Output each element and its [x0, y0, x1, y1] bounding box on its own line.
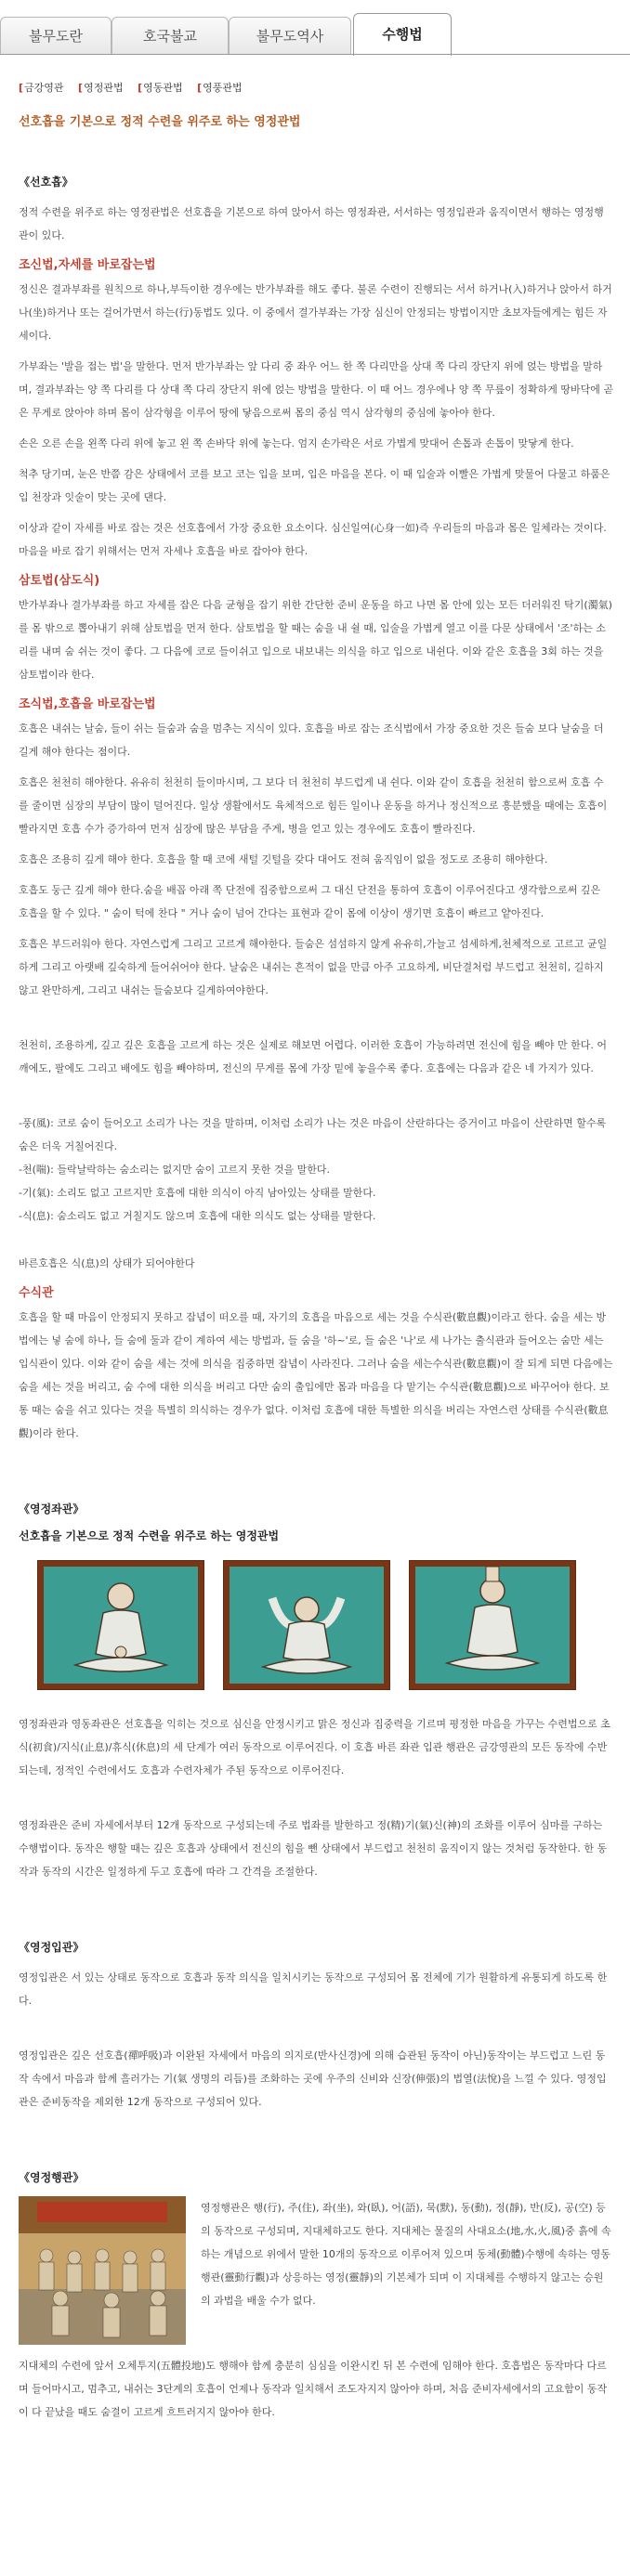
meditation-illustration-2 — [223, 1560, 390, 1690]
list-item: -식(息): 숨소리도 없고 거칠지도 않으며 호흡에 대한 의식도 없는 상태를 말한다. — [19, 1210, 376, 1222]
paragraph: 호흡도 둥근 깊게 해야 한다.숨을 배꼽 아래 쪽 단전에 집중함으로써 그 대신 단전을 통하여 호흡이 이루어진다고 생각함으로써 깊은 호흡을 할 수 있다. " 숨이 턱에 찬다 " 거나 숨이 넘어 간다는 표현과 같이 몸에 이상이 생기면 호흡이 빠르고 얕아진다. — [19, 884, 601, 919]
list-item: -풍(風): 코로 숨이 들어오고 소리가 나는 것을 말하며, 이처럼 소리가 나는 것은 마음이 산란하다는 증거이고 마음이 산란하면 할수록 숨은 더욱 거칠어진다. — [19, 1117, 607, 1152]
paragraph: 가부좌는 '발을 접는 법'을 말한다. 먼저 반가부좌는 앞 다리 중 좌우 어느 한 쪽 다리만을 상대 쪽 다리 장단지 위에 얹는 방법을 말하며, 결과부좌는 양 쪽 다리를 다 상대 쪽 다리 장단지 위에 얹는 방법을 말한다. 이 때 어느 경우에나 양 쪽 무릎이 정확하게 땅바닥에 곧은 무게로 앉아야 하며 몸이 삼각형을 이루어 땅에 닿음으로써 몸의 중심 역시 삼각형의 중심에 놓아야 한다. — [19, 360, 613, 419]
sub-nav-item-yeongdong[interactable]: [ 영동관법 — [138, 82, 183, 94]
paragraph: 호흡은 내쉬는 날숨, 들이 쉬는 들숨과 숨을 멈추는 지식이 있다. 호흡을 바로 잡는 조식법에서 가장 중요한 것은 들숨 보다 날숨을 더 길게 해야 한다는 점이다. — [19, 722, 604, 758]
sub-nav-item-yeongjeong[interactable]: [ 영정관법 — [78, 82, 124, 94]
paragraph: 정신은 결과부좌를 원칙으로 하나,부득이한 경우에는 반가부좌를 해도 좋다. 불론 수련이 진행되는 서서 하거나(入)하거나 앉아서 하거나(坐)하거나 또는 걸어가면서 하는(行)동법도 있다. 이 중에서 결가부좌는 가장 심신이 안정되는 방법이지만 초보자들에게는 힘든 자세이다. — [19, 283, 612, 342]
section-heading-seated: 《영정좌관》 — [19, 1503, 85, 1516]
paragraph: 이상과 같이 자세를 바로 잡는 것은 선호흡에서 가장 중요한 요소이다. 심신일여(心身一如)즉 우리들의 마음과 몸은 일체라는 것이다. 마음을 바로 잡기 위해서는 먼저 자세나 호흡을 바로 잡아야 한다. — [19, 522, 607, 557]
sub-nav-item-yeongpung[interactable]: [ 영풍관법 — [197, 82, 243, 94]
main-content — [0, 54, 630, 2424]
walking-practice-block — [19, 2196, 613, 2345]
list-item: -기(氣): 소리도 없고 고르지만 호흡에 대한 의식이 아직 남아있는 상태를 말한다. — [19, 1187, 376, 1199]
paragraph: 정적 수련을 위주로 하는 영정관법은 선호흡을 기본으로 하여 앉아서 하는 영정좌관, 서서하는 영정입관과 움직이면서 행하는 영정행관이 있다. — [19, 206, 604, 241]
sub-nav-item-geumgang[interactable]: [ 금강영관 — [19, 82, 64, 94]
paragraph: 척추 당기며, 눈은 반쯤 감은 상태에서 코를 보고 코는 입을 보며, 입은 마음을 본다. 이 때 입술과 이빨은 가볍게 맞물어 다물고 하품은 입 천장과 잇술이 맞는 곳에 댄다. — [19, 468, 610, 503]
paragraph: 반가부좌나 결가부좌를 하고 자세를 잡은 다음 균형을 잡기 위한 간단한 준비 운동을 하고 나면 몸 안에 있는 모든 더러워진 탁기(濁氣)를 몸 밖으로 뽑아내기 위해 삼토법을 먼저 한다. 삼토법을 할 때는 숨을 내 쉴 때, 입술을 가볍게 열고 이를 다문 상태에서 '조'하는 소리를 내며 숨 쉬는 것이 좋다. 그 다음에 코로 들이쉬고 입으로 내보내는 의식을 하고 입으로 내쉰다. 이와 같은 호흡을 3회 하는 것을 삼토법이라 한다. — [19, 599, 612, 681]
paragraph: 영정입관은 서 있는 상태로 동작으로 호흡과 동작 의식을 일치시키는 동작으로 구성되어 몸 전체에 기가 원활하게 유통되게 하도록 한다. — [19, 1971, 608, 2007]
paragraph: 바른호흡은 식(息)의 상태가 되어야한다 — [19, 1257, 195, 1269]
section-subheading-seated: 선호흡을 기본으로 정적 수련을 위주로 하는 영정관법 — [19, 1529, 280, 1542]
meditation-illustration-1 — [37, 1560, 204, 1690]
section-heading-walking: 《영정행관》 — [19, 2171, 85, 2184]
tab-national-buddhism[interactable]: 호국불교 — [112, 17, 229, 55]
tab-practice-methods[interactable]: 수행법 — [353, 13, 452, 56]
tab-bulmudo-intro[interactable]: 불무도란 — [0, 17, 112, 55]
sub-nav — [19, 80, 613, 95]
meditation-illustration-3 — [409, 1560, 576, 1690]
subheading-breath-control: 조식법,호흡을 바로잡는법 — [19, 697, 156, 711]
tab-bar — [0, 0, 630, 54]
paragraph: 영정입관은 깊은 선호흡(禪呼吸)과 이완된 자세에서 마음의 의지로(반사신경)에 의해 습관된 동작이 아닌)동작이는 부드럽고 느린 동작 속에서 마음과 함께 흘러가는 기(氣 생명의 리듬)를 조화하는 곳에 우주의 신비와 신장(伸張)의 법열(法悅)을 느낄 수 있다. 영정입관은 준비동작을 제외한 12개 동작으로 구성되어 있다. — [19, 2049, 607, 2108]
section-heading-breathing: 《선호흡》 — [19, 176, 73, 189]
paragraph: 영정행관은 행(行), 주(住), 좌(坐), 와(臥), 어(語), 묵(默), 동(動), 정(靜), 반(反), 공(空) 등의 동작으로 구성되며, 지대체하고도 한다. 지대체는 물질의 사대요소(地,水,火,風)중 흙에 속하는 개념으로 위에서 말한 10개의 동작으로 이루어져 있으며 동체(動體)수행에 속하는 영동행관(靈動行觀)과 상응하는 영정(靈靜)의 기본체가 되며 이 지대체를 수행하지 않고는 승원의 과법을 배울 수가 없다. — [201, 2202, 611, 2307]
paragraph: 지대체의 수련에 앞서 오체투지(五體投地)도 행해야 함께 충분히 심심을 이완시킨 뒤 본 수련에 임해야 한다. 호흡법은 동작마다 다르며 들어마시고, 멈추고, 내쉬는 3단계의 호흡이 언제나 동작과 일치해서 조도자지지 않아야 하며, 처음 준비자세에서의 고요함이 동작이 다 끝났을 때도 숨결이 고르게 흐트러지지 않아야 한다. — [19, 2360, 608, 2418]
paragraph: 손은 오른 손을 왼쪽 다리 위에 놓고 왼 쪽 손바닥 위에 놓는다. 엄지 손가락은 서로 가볍게 맞대어 손톱과 손톱이 맞닿게 한다. — [19, 437, 574, 449]
paragraph: 호흡은 부드러워야 한다. 자연스럽게 그리고 고르게 해야한다. 들숨은 섬섬하지 않게 유유히,가늘고 섬세하게,천체적으로 고르고 균일하게 그리고 아랫배 깊숙하게 들어쉬어야 한다. 날숨은 내쉬는 흔적이 없을 만큼 아주 고요하게, 비단결처럼 부드럽고 천천히, 길하지 않고 완만하게, 그리고 내쉬는 들숨보다 길게하여야한다. — [19, 938, 608, 996]
tab-divider — [0, 54, 630, 55]
paragraph: 천천히, 조용하게, 깊고 깊은 호흡을 고르게 하는 것은 실제로 해보면 어렵다. 이러한 호흡이 가능하려면 전신에 힘을 빼야 만 한다. 어깨에도, 팔에도 그리고 배에도 힘을 빼야하며, 전신의 무게를 몸에 가장 밑에 놓을수록 좋다. 호흡에는 다음과 같은 네 가지가 있다. — [19, 1039, 607, 1074]
practice-hall-photo — [19, 2196, 186, 2345]
paragraph: 영정좌관은 준비 자세에서부터 12개 동작으로 구성되는데 주로 법좌를 발한하고 정(精)기(氣)신(神)의 조화를 이루어 심마를 구하는 수행법이다. 동작은 행할 때는 깊은 호흡과 상태에서 전신의 힘을 뺀 상태에서 부드럽고 천천히 움직이지 않는 것처럼 동작한다. 한 동작과 동작의 시간은 일정하게 두고 호흡에 따라 그 간격을 조절한다. — [19, 1819, 608, 1878]
paragraph: 호흡을 할 때 마음이 안정되지 못하고 잡념이 떠오를 때, 자기의 호흡을 마음으로 세는 것을 수식관(數息觀)이라고 한다. 숨을 세는 방법에는 넣 숨에 하나, 들 숨에 둘과 같이 계하여 세는 방법과, 들 숨을 '하~'로, 들 숨은 '나'로 세 나가는 출식관과 들어오는 숨만 세는 입식관이 있다. 이와 같이 숨을 세는 것에 의식을 집중하면 잡념이 사라진다. 그러나 숨을 세는수식관(數息觀)이 잘 되게 되면 다음에는 숨을 세는 것을 버리고, 숨 수에 대한 의식을 버리고 다만 숨의 출입에만 몸과 마음을 다 맡기는 수식관(數息觀)으로 바꾸어야 한다. 보통 때는 숨을 쉬고 있다는 것을 특별히 의식하는 경우가 없다. 이처럼 호흡에 대한 특별한 의식을 버리는 자연스런 상태를 수식관(數息觀)이라 한다. — [19, 1311, 613, 1439]
subheading-posture: 조신법,자세를 바로잡는법 — [19, 258, 156, 272]
paragraph: 호흡은 조용히 깊게 해야 한다. 호흡을 할 때 코에 새털 깃털을 갖다 대어도 전혀 움직임이 없을 정도로 조용히 해야한다. — [19, 853, 548, 865]
paragraph: 호흡은 천천히 해야한다. 유유히 천천히 들이마시며, 그 보다 더 천천히 부드럽게 내 쉰다. 이와 같이 호흡을 천천히 함으로써 호흡 수를 줄이면 심장의 부담이 많이 덜어진다. 일상 생활에서도 육체적으로 힘든 일이나 운동을 하거나 정신적으로 흥분했을 때에는 호흡이 빨라지면 호흡 수가 증가하여 먼저 심장에 많은 부담을 주게, 병을 얻고 있는 경우에도 호흡이 빨라진다. — [19, 776, 608, 835]
tab-bulmudo-history[interactable]: 불무도역사 — [229, 17, 351, 55]
illustration-row — [37, 1560, 613, 1690]
list-item: -천(喘): 들락날락하는 숨소리는 없지만 숨이 고르지 못한 것을 말한다. — [19, 1164, 331, 1176]
paragraph: 영정좌관과 영동좌관은 선호흡을 익히는 것으로 심신을 안정시키고 맑은 정신과 집중력을 기르며 평정한 마음을 가꾸는 수련법으로 초식(初食)/지식(止息)/휴식(休息)의 세 단계가 여러 동작으로 이루어진다. 이 호흡 바른 좌관 입관 행관은 금강영관의 모든 동작에 수반되는데, 정적인 수련에서도 호흡과 수련자체가 주된 동작으로 이루어진다. — [19, 1718, 610, 1776]
page-title: 선호흡을 기본으로 정적 수련을 위주로 하는 영정관법 — [19, 115, 301, 129]
subheading-counting-breath: 수식관 — [19, 1286, 54, 1300]
section-heading-standing: 《영정입관》 — [19, 1941, 85, 1954]
subheading-samto: 삼토법(삼도식) — [19, 574, 100, 588]
